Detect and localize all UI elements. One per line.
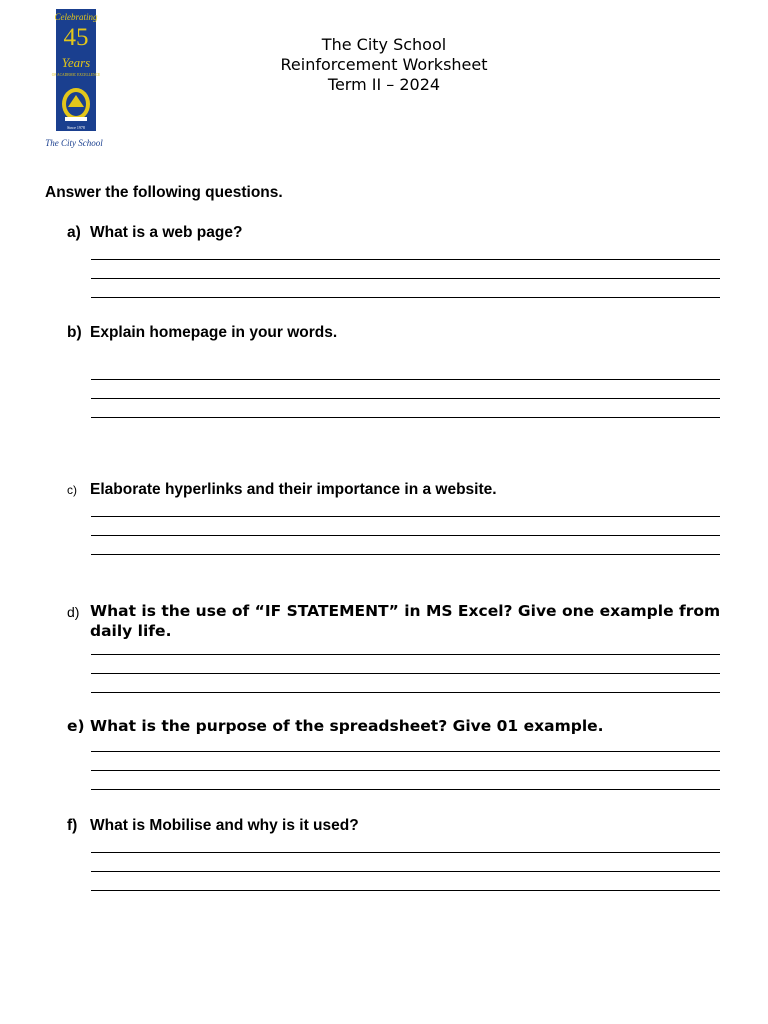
worksheet-header — [200, 35, 568, 95]
answer-line[interactable] — [91, 278, 720, 279]
answer-line[interactable] — [91, 692, 720, 693]
school-logo — [44, 9, 108, 149]
answer-line[interactable] — [91, 852, 720, 853]
question-c — [67, 481, 497, 499]
question-e — [67, 716, 604, 736]
answer-line[interactable] — [91, 871, 720, 872]
answer-line[interactable] — [91, 398, 720, 399]
answer-line[interactable] — [91, 673, 720, 674]
question-label: a) — [67, 224, 81, 241]
question-label: c) — [67, 483, 77, 497]
question-a — [67, 224, 242, 242]
question-text: What is the purpose of the spreadsheet? Give 01 example. — [90, 717, 604, 735]
question-f — [67, 817, 359, 835]
question-text: What is Mobilise and why is it used? — [90, 817, 359, 834]
question-text: What is a web page? — [90, 224, 243, 241]
svg-text:The City School: The City School — [45, 138, 103, 148]
question-text: Explain homepage in your words. — [90, 324, 338, 341]
question-text: What is the use of “IF STATEMENT” in MS Excel? Give one example from daily life. — [90, 602, 721, 640]
svg-text:Since 1978: Since 1978 — [67, 125, 85, 130]
worksheet-title: Reinforcement Worksheet — [280, 55, 488, 74]
question-label: b) — [67, 324, 82, 341]
svg-text:OF ACADEMIC EXCELLENCE: OF ACADEMIC EXCELLENCE — [51, 73, 101, 77]
question-label: e) — [67, 717, 85, 735]
svg-text:Celebrating: Celebrating — [54, 12, 98, 22]
svg-text:45: 45 — [63, 24, 89, 51]
answer-line[interactable] — [91, 535, 720, 536]
instructions: Answer the following questions. — [45, 184, 283, 201]
answer-line[interactable] — [91, 789, 720, 790]
answer-line[interactable] — [91, 751, 720, 752]
question-label: d) — [67, 604, 80, 620]
question-label: f) — [67, 817, 78, 834]
school-name: The City School — [321, 35, 447, 54]
question-b — [67, 324, 337, 342]
question-d — [67, 601, 737, 641]
answer-line[interactable] — [91, 890, 720, 891]
answer-line[interactable] — [91, 297, 720, 298]
svg-text:Years: Years — [61, 55, 91, 70]
answer-line[interactable] — [91, 417, 720, 418]
answer-line[interactable] — [91, 516, 720, 517]
term-year: Term II – 2024 — [327, 75, 441, 94]
answer-line[interactable] — [91, 259, 720, 260]
answer-line[interactable] — [91, 379, 720, 380]
answer-line[interactable] — [91, 654, 720, 655]
answer-line[interactable] — [91, 770, 720, 771]
question-text: Elaborate hyperlinks and their importance in a website. — [90, 481, 497, 498]
answer-line[interactable] — [91, 554, 720, 555]
